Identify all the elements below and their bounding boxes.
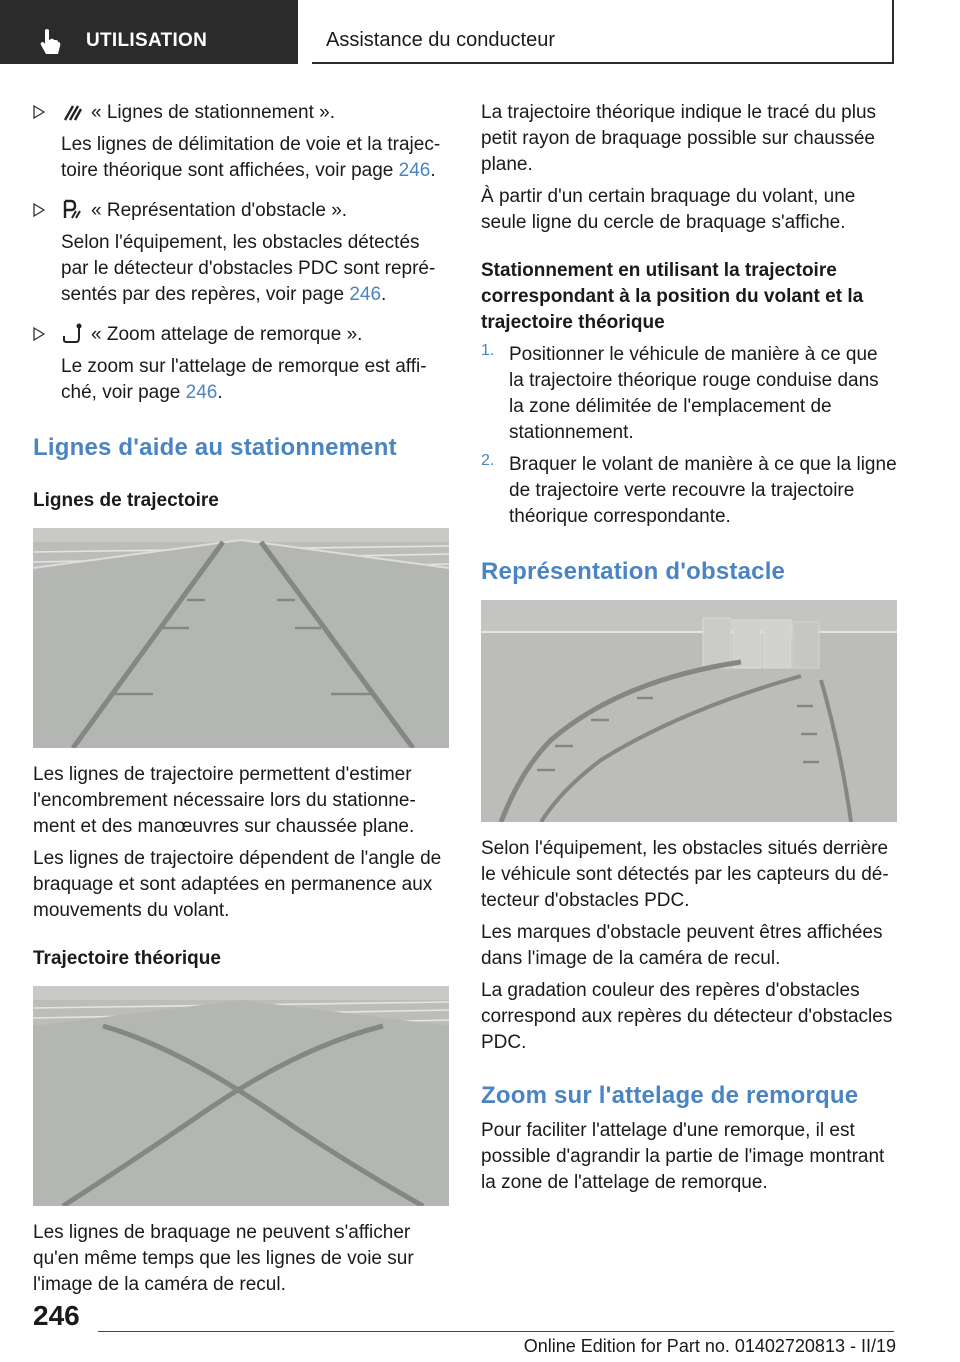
section-heading: Lignes d'aide au stationnement [33, 434, 397, 461]
paragraph: Selon l'équipement, les obstacles situés derrière le véhicule sont détectés par les capteurs du détecteur d'obstacles PDC. [481, 838, 889, 911]
step-number: 1. [481, 342, 495, 359]
punct: . [381, 284, 387, 305]
paragraph: Les lignes de trajectoire dépendent de l'angle de braquage et sont adaptées en permanence aux mouvements du volant. [33, 848, 442, 921]
triangle-bullet-icon [33, 327, 45, 341]
obstacle-display-figure [481, 600, 897, 822]
option-text: Selon l'équipement, les obstacles détectés par le détecteur d'obstacles PDC sont représentés par des repères, voir page [61, 232, 436, 305]
option-text: Le zoom sur l'attelage de remorque est affiché, voir page [61, 356, 427, 403]
paragraph: Les marques d'obstacle peuvent êtres affichées dans l'image de la caméra de recul. [481, 922, 883, 969]
punct: . [217, 382, 223, 403]
paragraph: Les lignes de trajectoire permettent d'estimer l'encombrement nécessaire lors du stationnement et des manœuvres sur chaussée plane. [33, 764, 416, 837]
left-column [33, 100, 449, 1298]
subsection-heading: Trajectoire théorique [33, 948, 221, 969]
page-link[interactable]: 246 [349, 284, 382, 305]
step-number: 2. [481, 452, 495, 469]
step-text: Positionner le véhicule de manière à ce que la trajectoire théorique rouge conduise dans la zone délimitée de l'emplacement de stationnement. [509, 344, 879, 443]
option-label: « Lignes de stationnement ». [91, 102, 336, 123]
edition-text: Online Edition for Part no. 01402720813 - II/19 [523, 1336, 896, 1356]
page-number: 246 [33, 1300, 80, 1331]
page-link[interactable]: 246 [185, 382, 218, 403]
section-heading: Zoom sur l'attelage de remorque [481, 1082, 859, 1109]
step-item [481, 452, 897, 530]
step-text: Braquer le volant de manière à ce que la ligne de trajectoire verte recouvre la trajectoire théorique correspondante. [509, 454, 897, 527]
triangle-bullet-icon [33, 105, 45, 119]
right-column [481, 100, 897, 1196]
section-title: UTILISATION [86, 30, 208, 51]
triangle-bullet-icon [33, 203, 45, 217]
paragraph: La trajectoire théorique indique le tracé du plus petit rayon de braquage possible sur chaussée plane. [481, 102, 877, 175]
option-label: « Zoom attelage de remorque ». [91, 324, 363, 345]
subsection-heading: Stationnement en utilisant la trajectoire correspondant à la position du volant et la trajectoire théorique [481, 260, 864, 333]
theoretical-trajectory-figure [33, 986, 449, 1206]
option-trailer-zoom [33, 322, 449, 406]
paragraph: La gradation couleur des repères d'obstacles correspond aux repères du détecteur d'obstacles PDC. [481, 980, 893, 1053]
page-link[interactable]: 246 [398, 160, 431, 181]
paragraph: Pour faciliter l'attelage d'une remorque, il est possible d'agrandir la partie de l'image montrant la zone de l'attelage de remorque. [481, 1120, 885, 1193]
step-item [481, 342, 897, 446]
paragraph: À partir d'un certain braquage du volant, une seule ligne du cercle de braquage s'affiche. [481, 186, 856, 233]
footer-divider [98, 1331, 894, 1332]
option-label: « Représentation d'obstacle ». [91, 200, 348, 221]
option-obstacle-display [33, 198, 449, 308]
subsection-heading: Lignes de trajectoire [33, 490, 219, 511]
parking-lines-icon [61, 100, 83, 122]
trailer-hitch-icon [61, 322, 83, 344]
trajectory-lines-figure [33, 528, 449, 748]
section-tab [0, 0, 298, 64]
section-heading: Représentation d'obstacle [481, 558, 786, 585]
punct: . [430, 160, 436, 181]
option-text: Les lignes de délimitation de voie et la trajectoire théorique sont affichées, voir page [61, 134, 441, 181]
hand-pointer-icon [38, 28, 62, 56]
chapter-header [312, 0, 894, 64]
chapter-title: Assistance du conducteur [326, 29, 556, 51]
paragraph: Les lignes de braquage ne peuvent s'afficher qu'en même temps que les lignes de voie sur l'image de la caméra de recul. [33, 1222, 414, 1295]
obstacle-display-icon [61, 198, 83, 220]
option-parking-lines [33, 100, 449, 184]
